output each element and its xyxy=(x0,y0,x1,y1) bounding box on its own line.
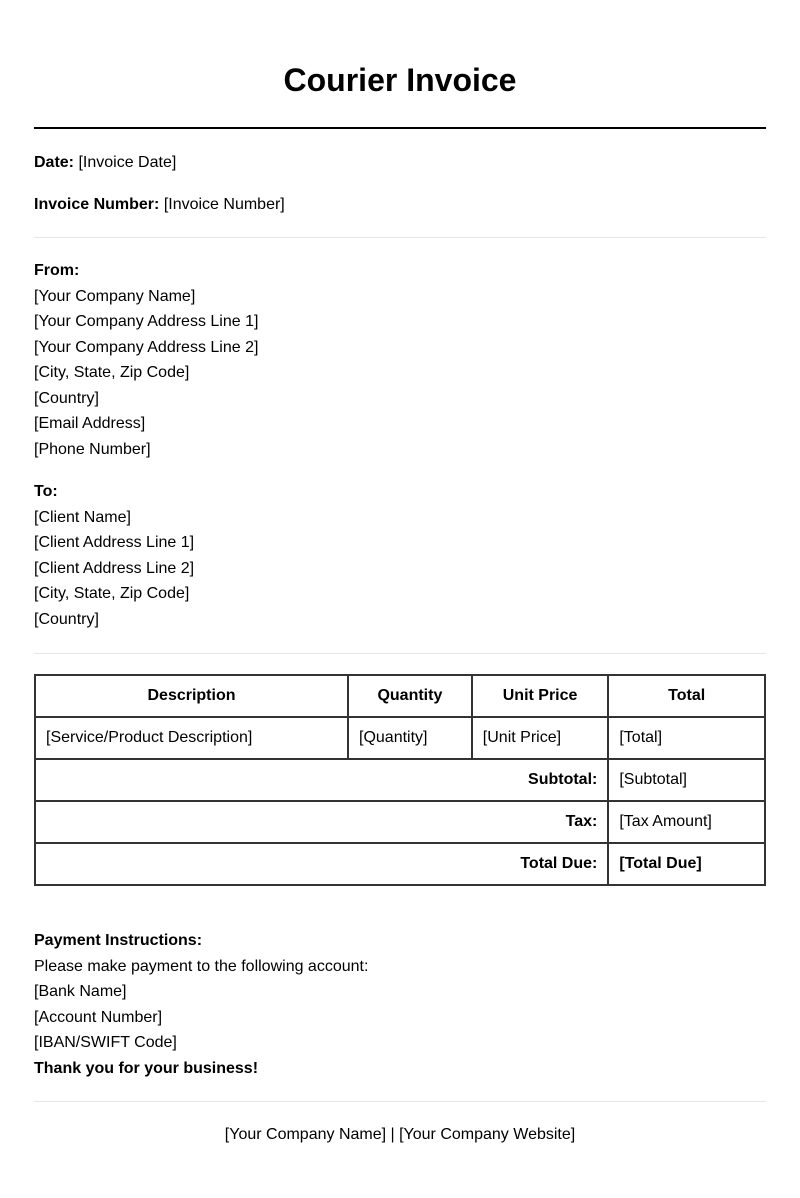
cell-quantity: [Quantity] xyxy=(348,717,472,759)
header-unit-price: Unit Price xyxy=(472,675,609,717)
title-divider xyxy=(34,127,766,129)
payment-line: [Bank Name] xyxy=(34,983,127,1000)
payment-heading: Payment Instructions: xyxy=(34,932,203,949)
invoice-items-table xyxy=(34,674,766,886)
to-heading: To: xyxy=(34,483,58,500)
invoice-date-value: [Invoice Date] xyxy=(78,154,177,171)
invoice-date xyxy=(34,153,176,173)
tax-value: [Tax Amount] xyxy=(608,801,765,843)
cell-unit-price: [Unit Price] xyxy=(472,717,609,759)
page-footer: [Your Company Name] | [Your Company Website] xyxy=(224,1126,576,1143)
to-line: [Country] xyxy=(34,610,99,628)
subtotal-value: [Subtotal] xyxy=(608,759,765,801)
from-line: [Your Company Address Line 2] xyxy=(34,338,259,356)
subtotal-label: Subtotal: xyxy=(35,759,608,801)
page-title: Courier Invoice xyxy=(283,62,517,98)
to-address-block xyxy=(34,479,194,632)
payment-instructions xyxy=(34,928,368,1081)
payment-line: Please make payment to the following account: xyxy=(34,957,369,975)
section-divider xyxy=(34,237,766,238)
total-due-row xyxy=(35,843,765,885)
from-line: [Phone Number] xyxy=(34,440,151,458)
total-due-value: [Total Due] xyxy=(608,843,765,885)
from-line: [City, State, Zip Code] xyxy=(34,364,190,381)
cell-description: [Service/Product Description] xyxy=(35,717,348,759)
section-divider xyxy=(34,653,766,654)
cell-total: [Total] xyxy=(608,717,765,759)
header-total: Total xyxy=(608,675,765,717)
from-line: [Email Address] xyxy=(34,415,146,432)
from-line: [Your Company Name] xyxy=(34,287,196,305)
from-address-block xyxy=(34,258,258,462)
invoice-number-label: Invoice Number: xyxy=(34,196,160,213)
table-row xyxy=(35,717,765,759)
table-header-row xyxy=(35,675,765,717)
to-line: [City, State, Zip Code] xyxy=(34,585,190,602)
tax-row xyxy=(35,801,765,843)
tax-label: Tax: xyxy=(35,801,608,843)
to-line: [Client Address Line 2] xyxy=(34,559,195,577)
subtotal-row xyxy=(35,759,765,801)
invoice-number-value: [Invoice Number] xyxy=(163,196,285,213)
invoice-number xyxy=(34,195,285,215)
header-quantity: Quantity xyxy=(348,675,472,717)
payment-line: [IBAN/SWIFT Code] xyxy=(34,1034,177,1051)
invoice-date-label: Date: xyxy=(34,154,75,171)
to-line: [Client Address Line 1] xyxy=(34,534,195,551)
total-due-label: Total Due: xyxy=(35,843,608,885)
from-line: [Country] xyxy=(34,389,99,407)
payment-line: [Account Number] xyxy=(34,1008,163,1026)
footer-divider xyxy=(34,1101,766,1102)
from-heading: From: xyxy=(34,262,80,279)
thank-you-note: Thank you for your business! xyxy=(34,1059,259,1077)
header-description: Description xyxy=(35,675,348,717)
from-line: [Your Company Address Line 1] xyxy=(34,313,259,330)
to-line: [Client Name] xyxy=(34,508,131,526)
